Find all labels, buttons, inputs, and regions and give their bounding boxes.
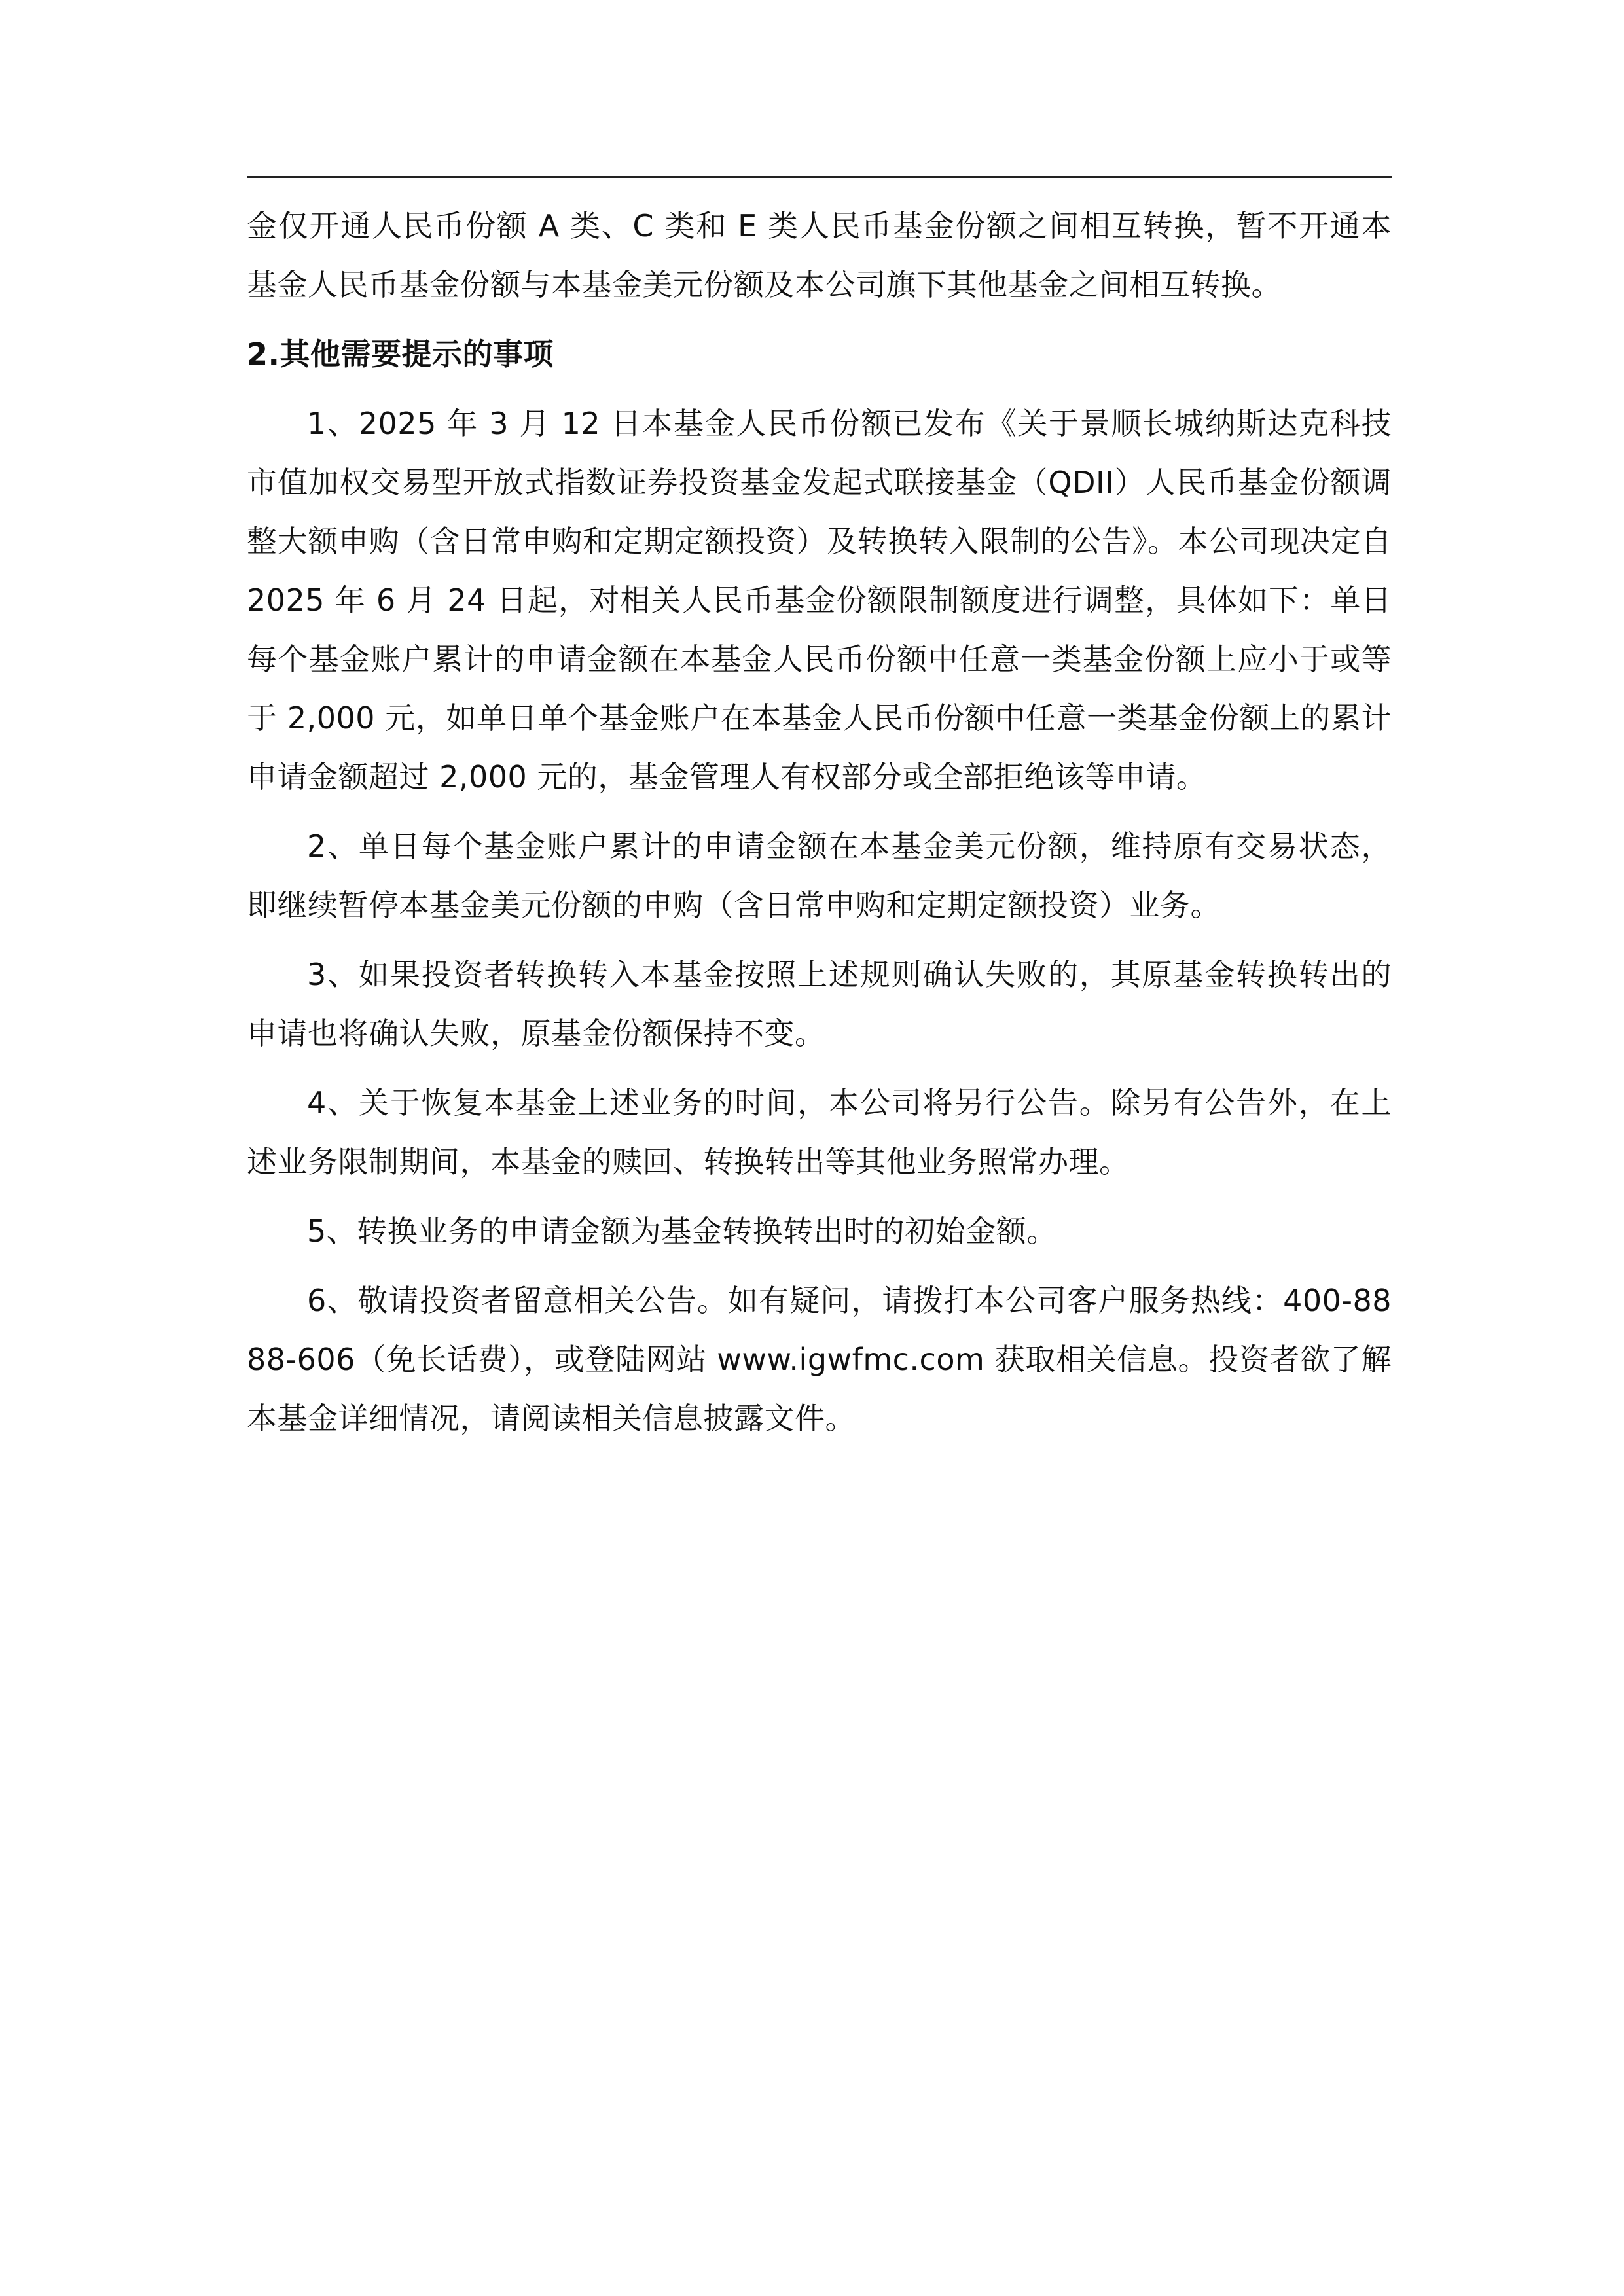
notice-item-3: 3、如果投资者转换转入本基金按照上述规则确认失败的，其原基金转换转出的申请也将确认失败，原基金份额保持不变。 <box>247 957 1392 1051</box>
notice-item-5: 5、转换业务的申请金额为基金转换转出时的初始金额。 <box>307 1213 1057 1249</box>
notice-item-2: 2、单日每个基金账户累计的申请金额在本基金美元份额，维持原有交易状态，即继续暂停本基金美元份额的申购（含日常申购和定期定额投资）业务。 <box>247 829 1392 923</box>
section-heading: 2.其他需要提示的事项 <box>247 336 554 372</box>
header-rule <box>247 176 1392 178</box>
notice-item-4: 4、关于恢复本基金上述业务的时间，本公司将另行公告。除另有公告外，在上述业务限制期间，本基金的赎回、转换转出等其他业务照常办理。 <box>247 1085 1392 1179</box>
intro-paragraph: 金仅开通人民币份额 A 类、C 类和 E 类人民币基金份额之间相互转换，暂不开通本基金人民币基金份额与本基金美元份额及本公司旗下其他基金之间相互转换。 <box>247 208 1392 302</box>
notice-item-6: 6、敬请投资者留意相关公告。如有疑问，请拨打本公司客户服务热线：400-8888-606（免长话费），或登陆网站 www.igwfmc.com 获取相关信息。投资者欲了解本基金详细情况，请阅读相关信息披露文件。 <box>247 1283 1392 1436</box>
notice-item-1: 1、2025 年 3 月 12 日本基金人民币份额已发布《关于景顺长城纳斯达克科技市值加权交易型开放式指数证券投资基金发起式联接基金（QDII）人民币基金份额调整大额申购（含日常申购和定期定额投资）及转换转入限制的公告》。本公司现决定自 2025 年 6 月 24 日起，对相关人民币基金份额限制额度进行调整，具体如下：单日每个基金账户累计的申请金额在本基金人民币份额中任意一类基金份额上应小于或等于 2,000 元，如单日单个基金账户在本基金人民币份额中任意一类基金份额上的累计申请金额超过 2,000 元的，基金管理人有权部分或全部拒绝该等申请。 <box>247 406 1392 795</box>
document-body <box>247 196 1392 1458</box>
